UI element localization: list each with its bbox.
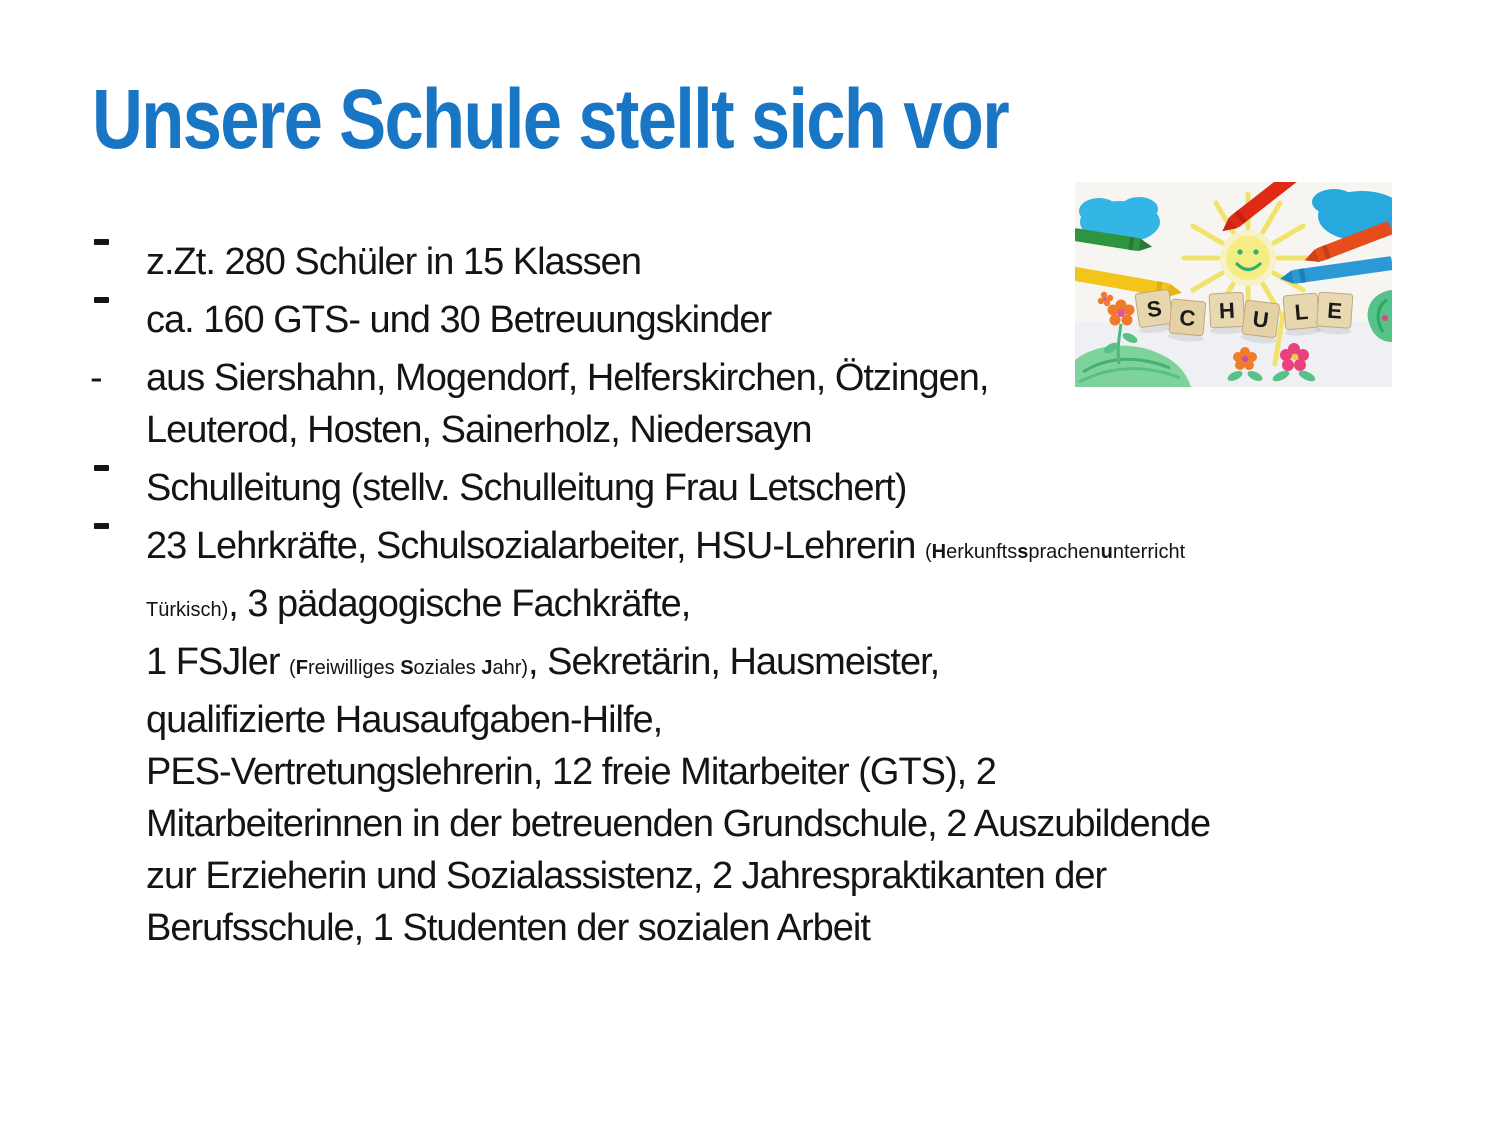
bullet-marker: - (90, 357, 103, 399)
bullet-marker (90, 294, 146, 346)
text-run: PES-Vertretungslehrerin, 12 freie Mitarbeiter (GTS), 2 (146, 751, 996, 793)
tile-letter: E (1326, 297, 1343, 324)
text-run: qualifizierte Hausaufgaben-Hilfe, (146, 699, 663, 741)
text-run: 1 FSJler (146, 641, 290, 683)
bullet-marker (90, 236, 146, 288)
text-run: prachen (1028, 541, 1101, 563)
tile-letter: S (1145, 295, 1164, 323)
text-run: u (1100, 541, 1113, 563)
text-run: ahr) (492, 657, 529, 679)
bullet-text (146, 520, 1440, 954)
text-run: oziales (413, 657, 482, 679)
text-run: S (400, 657, 414, 679)
text-run: s (1017, 541, 1029, 563)
tile-letter: C (1178, 304, 1197, 332)
bullet-item (90, 462, 1440, 514)
text-run: reiwilliges (307, 657, 401, 679)
text-run: nterricht (1112, 541, 1186, 563)
bullet-marker (90, 520, 146, 954)
text-run: 23 Lehrkräfte, Schulsozialarbeiter, HSU-Lehrerin (146, 525, 925, 567)
text-run: Berufsschule, 1 Studenten der sozialen Arbeit (146, 907, 870, 949)
tile-letter: U (1251, 306, 1271, 333)
text-run: erkunfts (946, 541, 1018, 563)
text-run: ca. 160 GTS- und 30 Betreuungskinder (146, 299, 772, 341)
schule-drawing (1075, 182, 1392, 387)
text-run: aus Siershahn, Mogendorf, Helferskirchen, Ötzingen, (146, 357, 989, 399)
text-run: J (481, 657, 493, 679)
slide-title: Unsere Schule stellt sich vor (92, 72, 1008, 166)
text-run: Türkisch) (146, 599, 229, 621)
text-run: ( (924, 541, 932, 563)
text-run: Mitarbeiterinnen in der betreuenden Grundschule, 2 Auszubildende (146, 803, 1211, 845)
text-run: , 3 pädagogische Fachkräfte, (228, 583, 691, 625)
bullet-item (90, 520, 1440, 954)
bullet-text (146, 462, 1440, 514)
tile-letter: H (1218, 297, 1236, 324)
text-run: H (931, 541, 947, 563)
text-run: zur Erzieherin und Sozialassistenz, 2 Jahrespraktikanten der (146, 855, 1107, 897)
text-run: z.Zt. 280 Schüler in 15 Klassen (146, 241, 641, 283)
text-run: F (295, 657, 308, 679)
text-run: Leuterod, Hosten, Sainerholz, Niedersayn (146, 409, 812, 451)
text-run: , Sekretärin, Hausmeister, (528, 641, 940, 683)
bullet-marker (90, 462, 146, 514)
sun-smiley-icon (1220, 230, 1276, 286)
schule-picture (1075, 182, 1392, 387)
text-run: ( (289, 657, 296, 679)
tile-letter: L (1293, 298, 1310, 325)
text-run: Schulleitung (stellv. Schulleitung Frau Letschert) (146, 467, 907, 509)
